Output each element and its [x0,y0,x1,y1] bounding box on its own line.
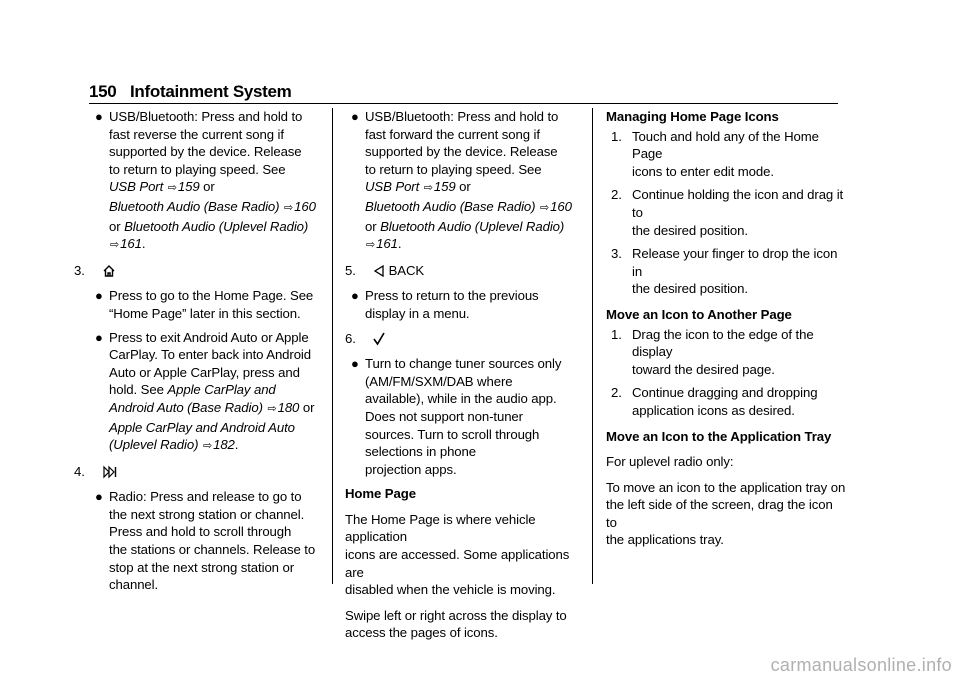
back-label: BACK [388,262,425,278]
link-carplay-base[interactable]: Android Auto (Base Radio) [109,399,263,415]
text-line: toward the desired page. [632,361,775,377]
list-item [606,245,846,298]
text-line: Does not support non-tuner [365,408,523,424]
item-6 [345,330,585,348]
text-line: Swipe left or right across the display to [345,607,567,623]
text-line: to return to playing speed. See [365,161,542,177]
text-line: the left side of the screen, drag the icon to [606,497,833,530]
bullet-radio-seek [89,488,329,594]
text-line: the applications tray. [606,532,724,548]
text-line: For uplevel radio only: [606,454,734,470]
header-rule [89,103,838,104]
text-line: fast reverse the current song if [109,126,284,142]
text-line: application icons as desired. [632,402,795,418]
page-ref[interactable]: 159 [433,179,456,195]
text-line: Continue dragging and dropping [632,385,818,401]
page-ref[interactable]: 159 [177,179,200,195]
item-number: 3. [74,262,85,278]
page-ref-icon: ⇨ [284,201,294,214]
list-item [606,326,846,379]
page-ref[interactable]: 160 [550,198,572,214]
text: . [234,437,239,453]
link-usb-port[interactable]: USB Port [365,179,420,195]
text-line: display in a menu. [365,305,470,321]
text: . [141,236,146,252]
text: or [203,179,215,195]
text-line: (AM/FM/SXM/DAB where [365,373,513,389]
bullet-back [345,287,585,322]
text: or [109,218,121,234]
text-line: Auto or Apple CarPlay, press and [109,364,300,380]
link-bt-uplevel[interactable]: Bluetooth Audio (Uplevel Radio) [380,218,565,234]
column-2 [345,108,585,642]
bullet-icon: ● [95,288,103,304]
page-ref-icon: ⇨ [267,402,277,415]
seek-next-icon [102,465,118,479]
text: or [365,218,377,234]
heading-managing-icons: Managing Home Page Icons [606,109,779,124]
text-line: Radio: Press and release to go to [109,489,302,505]
text-line: The Home Page is where vehicle application [345,511,536,545]
page-ref-icon: ⇨ [366,239,376,252]
page-header [89,82,838,104]
page-number: 150 [89,82,117,101]
text-line: Press to return to the previous [365,288,539,304]
bullet-icon: ● [95,489,103,505]
footer [0,652,960,678]
bullet-icon: ● [95,109,103,124]
section-title: Infotainment System [130,82,292,101]
link-usb-port[interactable]: USB Port [109,179,164,195]
page-ref[interactable]: 182 [213,437,235,453]
text-line: the stations or channels. Release to [109,542,316,558]
back-icon [373,265,385,277]
text-line: USB/Bluetooth: Press and hold to [365,109,559,124]
item-number: 5. [345,262,356,278]
heading-move-icon-tray: Move an Icon to the Application Tray [606,428,832,444]
column-3 [606,108,846,549]
watermark: carmanualsonline.info [770,655,952,675]
page-ref[interactable]: 160 [294,198,316,214]
link-bt-base[interactable]: Bluetooth Audio (Base Radio) [365,198,536,214]
text-line: Release your finger to drop the icon in [632,246,838,279]
item-3 [74,262,329,280]
text: or [302,399,315,415]
page-ref-icon: ⇨ [540,201,550,214]
text-line: USB/Bluetooth: Press and hold to [109,109,303,124]
item-number: 2. [611,187,622,203]
item-number: 3. [611,246,622,262]
bullet-usb-forward [345,108,585,255]
item-4 [74,463,329,481]
paragraph [345,511,585,599]
page-ref-icon: ⇨ [202,440,213,453]
list-item [606,186,846,239]
link-carplay-uplevel[interactable]: (Uplevel Radio) [109,437,199,453]
bullet-usb-reverse [89,108,329,255]
heading-home-page: Home Page [345,486,416,502]
item-number: 1. [611,326,622,342]
text-line: sources. Turn to scroll through [365,426,540,442]
text-line: selections in phone [365,444,477,460]
text-line: the desired position. [632,222,748,238]
text: . [397,236,402,252]
text-line: fast forward the current song if [365,126,540,142]
paragraph [606,479,846,549]
bullet-icon: ● [351,109,359,124]
text-line: the desired position. [632,281,748,297]
bullet-home-press [89,287,329,322]
text-line: icons to enter edit mode. [632,163,774,179]
text-line: projection apps. [365,461,457,477]
text-line: Press to exit Android Auto or Apple [109,329,309,345]
text-line: supported by the device. Release [365,144,558,160]
text-line: Continue holding the icon and drag it to [632,187,844,220]
link-carplay-base[interactable]: Apple CarPlay and [167,382,276,398]
text-line: the next strong station or channel. [109,506,305,522]
item-5 [345,262,585,280]
list-item [606,384,846,419]
text-line: To move an icon to the application tray on [606,479,846,495]
column-1 [74,108,329,594]
bullet-icon: ● [351,288,359,304]
text-line: supported by the device. Release [109,144,302,160]
bullet-exit-android [89,329,329,456]
bullet-tuner [345,355,585,478]
text-line: access the pages of icons. [345,625,498,641]
text-line: Press and hold to scroll through [109,524,292,540]
text: hold. See [109,382,164,398]
text-line: disabled when the vehicle is moving. [345,582,556,598]
column-divider-2 [592,108,593,584]
link-bt-base[interactable]: Bluetooth Audio (Base Radio) [109,198,280,214]
item-number: 1. [611,128,622,144]
page-ref-icon: ⇨ [167,182,177,195]
page-ref[interactable]: 161 [120,236,142,252]
checkmark-icon [373,332,385,346]
text-line: channel. [109,577,159,593]
text-line: “Home Page” later in this section. [109,305,301,321]
item-number: 2. [611,385,622,401]
text-line: CarPlay. To enter back into Android [109,347,311,363]
text-line: to return to playing speed. See [109,161,286,177]
page-ref-icon: ⇨ [423,182,433,195]
link-bt-uplevel[interactable]: Bluetooth Audio (Uplevel Radio) [124,218,309,234]
text-line: Touch and hold any of the Home Page [632,128,819,162]
text-line: stop at the next strong station or [109,559,294,575]
link-carplay-uplevel[interactable]: Apple CarPlay and Android Auto [109,419,295,435]
list-item [606,128,846,181]
text-line: Drag the icon to the edge of the display [632,326,814,360]
text-line: Press to go to the Home Page. See [109,288,314,304]
column-divider-1 [332,108,333,584]
text-line: Turn to change tuner sources only [365,356,562,372]
heading-move-icon-page: Move an Icon to Another Page [606,306,792,322]
page-ref[interactable]: 161 [376,236,398,252]
page-ref-icon: ⇨ [110,239,120,252]
page-ref[interactable]: 180 [277,399,300,415]
text-line: available), while in the audio app. [365,391,557,407]
bullet-icon: ● [95,329,103,345]
item-number: 6. [345,330,356,346]
text: or [459,179,471,195]
item-number: 4. [74,463,85,479]
paragraph [345,607,585,642]
home-icon [102,264,116,278]
text-line: icons are accessed. Some applications are [345,547,570,580]
bullet-icon: ● [351,356,359,372]
